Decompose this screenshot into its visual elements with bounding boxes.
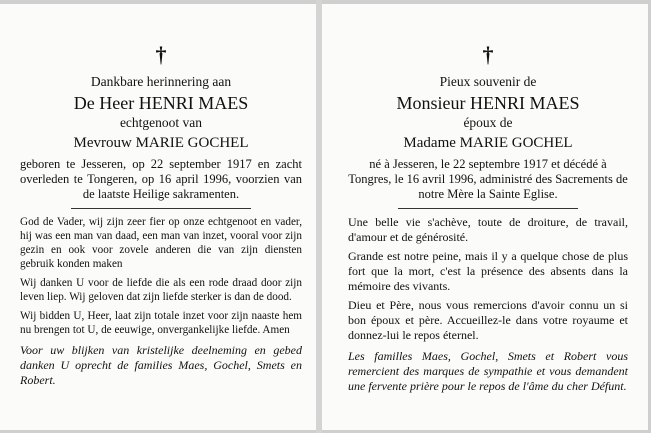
cross-icon: † [155, 42, 167, 67]
right-card-content [348, 44, 628, 394]
reflection-paragraph: Dieu et Père, nous vous remercions d'avoir connu un si bon époux et père. Accueillez-le dans votre royaume et donnez-lui le repos éternel. [348, 298, 628, 342]
closing-thanks: Voor uw blijken van kristelijke deelneming en gebed danken U oprecht de families Maes, Gochel, Smets en Robert. [20, 343, 302, 387]
closing-thanks: Les familles Maes, Gochel, Smets et Robert vous remercient des marques de sympathie et vous demandent une fervente prière pour le repos de l'âme du cher Défunt. [348, 349, 628, 393]
bio-text: geboren te Jesseren, op 22 september 1917 en zacht overleden te Tongeren, op 16 april 1996, voorzien van de laatste Heilige sakramenten. [20, 157, 302, 201]
left-card-dutch [0, 4, 316, 430]
relation-text: echtgenoot van [119, 115, 203, 130]
reflection-paragraph: Une belle vie s'achève, toute de droiture, de travail, d'amour et de générosité. [348, 215, 628, 244]
prayer-paragraph: God de Vader, wij zijn zeer fier op onze echtgenoot en vader, hij was een man van daad, een man van inzet, vooral voor zijn gezin en ook voor zovele anderen die van zijn diensten gebruik konden maken [20, 216, 302, 270]
bio-text: né à Jesseren, le 22 septembre 1917 et décédé à Tongres, le 16 avril 1996, administré des Sacrements de notre Mère la Sainte Eglise. [348, 157, 628, 201]
spouse-name: Madame MARIE GOCHEL [403, 135, 573, 151]
reflection-paragraph: Grande est notre peine, mais il y a quelque chose de plus fort que la mort, c'est la présence des absents dans la mémoire des vivants. [348, 249, 628, 293]
intro-text: Pieux souvenir de [439, 74, 537, 89]
deceased-name: Monsieur HENRI MAES [396, 93, 580, 113]
spouse-name: Mevrouw MARIE GOCHEL [73, 135, 249, 151]
divider-line [71, 208, 251, 209]
divider-line [398, 208, 578, 209]
intro-text: Dankbare herinnering aan [90, 74, 232, 89]
prayer-paragraph: Wij bidden U, Heer, laat zijn totale inzet voor zijn naaste hem nu brengen tot U, de eeuwige, onvergankelijke liefde. Amen [20, 310, 302, 336]
right-card-french [322, 4, 648, 430]
cross-icon: † [482, 42, 494, 67]
deceased-name: De Heer HENRI MAES [73, 93, 249, 113]
prayer-paragraph: Wij danken U voor de liefde die als een rode draad door zijn leven liep. Wij geloven dat zijn liefde sterker is dan de dood. [20, 277, 302, 303]
left-card-content [20, 44, 302, 388]
relation-text: époux de [463, 115, 513, 130]
